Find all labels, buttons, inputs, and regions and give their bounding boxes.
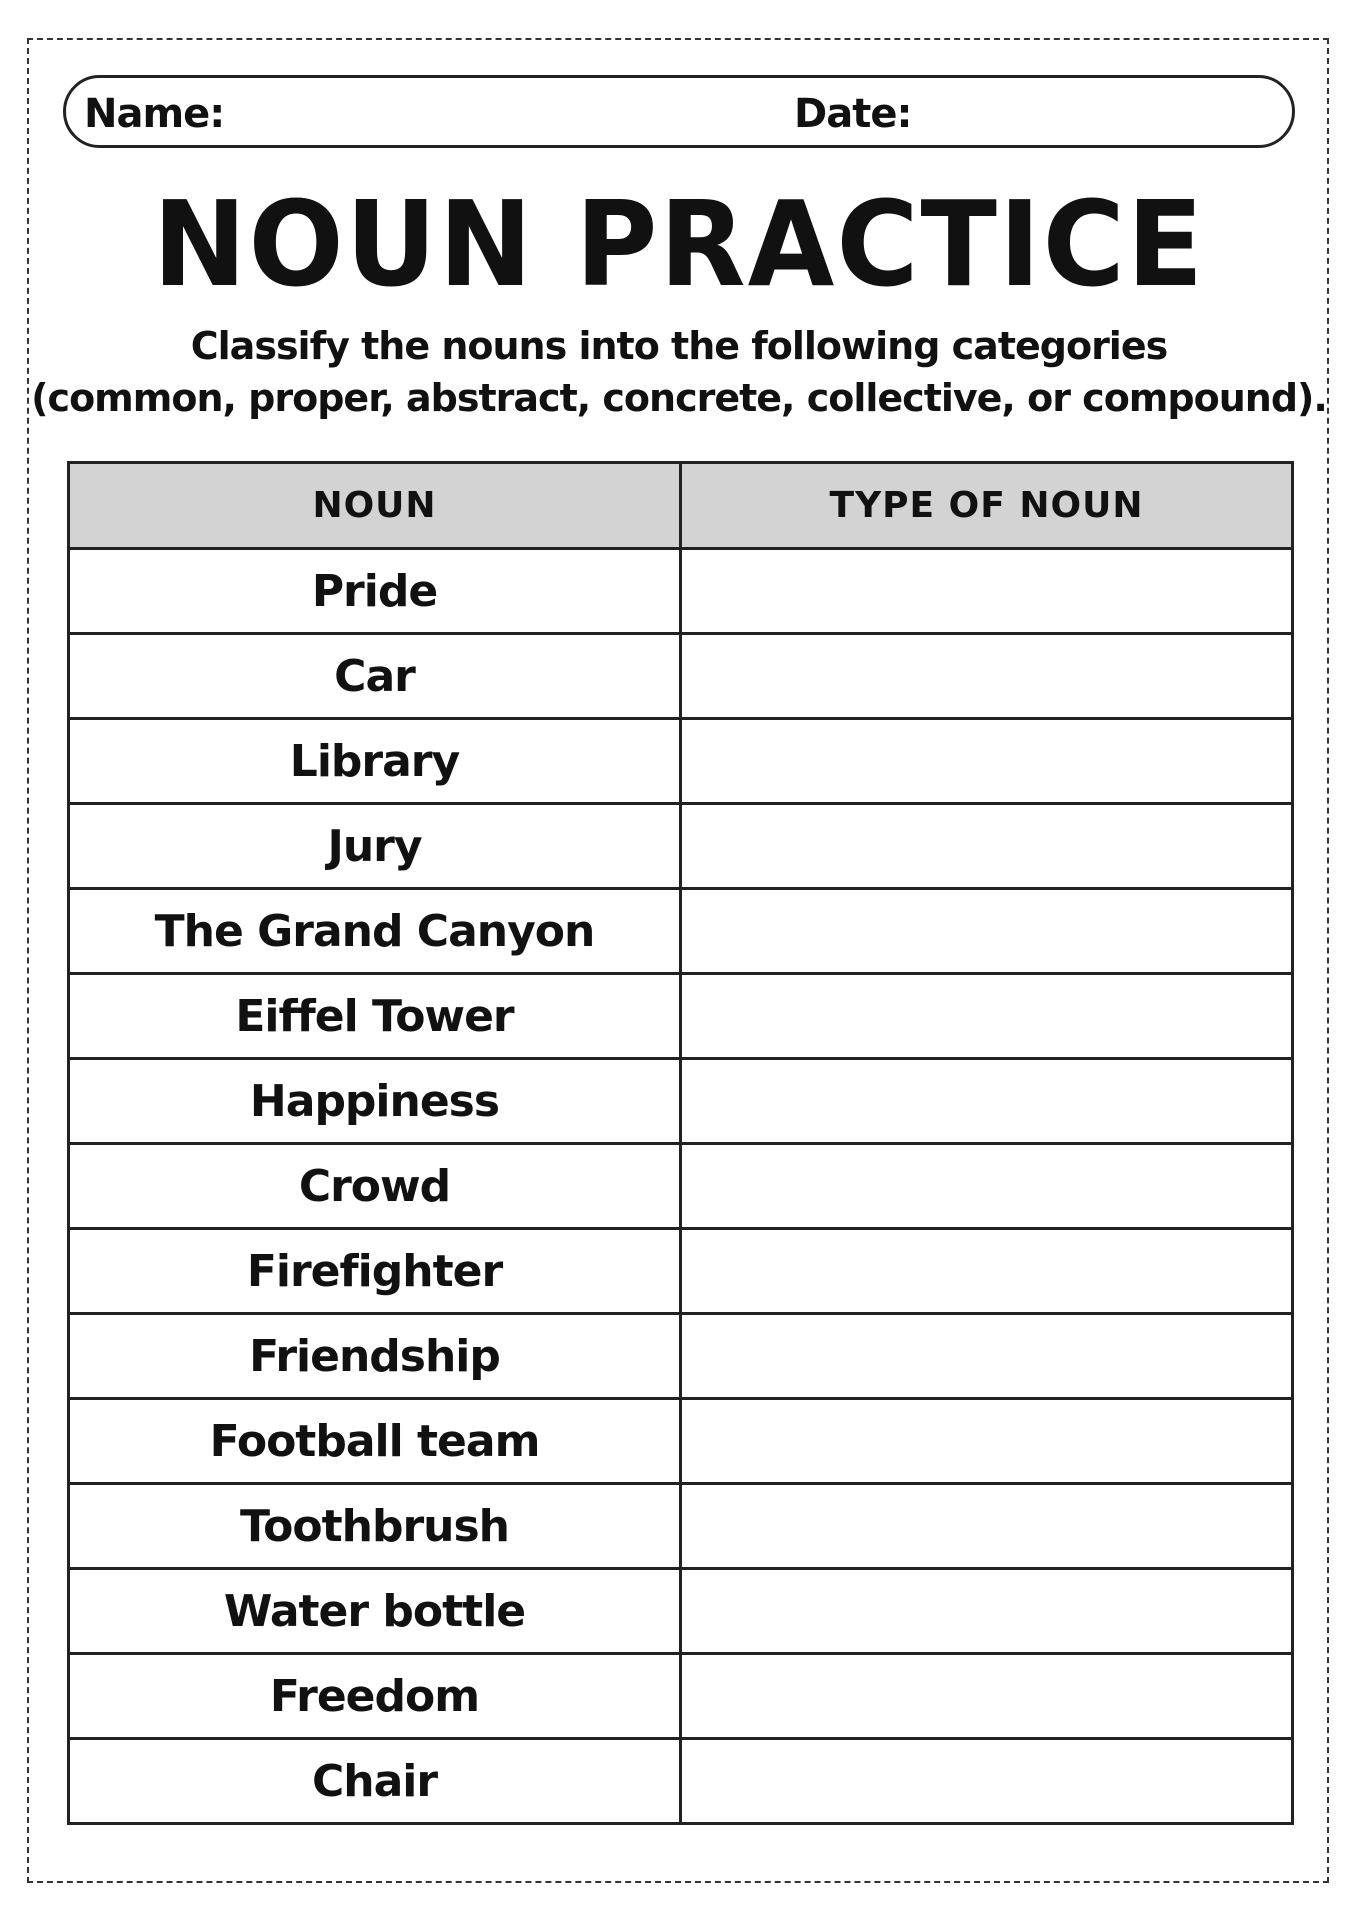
table-row [69,1569,1293,1654]
table-row [69,1399,1293,1484]
noun-cell: Toothbrush [69,1484,681,1569]
type-answer-cell[interactable] [681,889,1293,974]
noun-cell: Freedom [69,1654,681,1739]
table-row [69,634,1293,719]
instructions [0,320,1358,424]
instructions-line-1: Classify the nouns into the following categories [190,324,1168,368]
table-row [69,719,1293,804]
type-answer-cell[interactable] [681,1144,1293,1229]
table-row [69,1144,1293,1229]
table-row [69,1739,1293,1824]
type-answer-cell[interactable] [681,1569,1293,1654]
table-row [69,804,1293,889]
date-label: Date: [794,91,912,137]
type-answer-cell[interactable] [681,1739,1293,1824]
type-answer-cell[interactable] [681,974,1293,1059]
noun-cell: Chair [69,1739,681,1824]
noun-table [67,461,1294,1825]
type-answer-cell[interactable] [681,1484,1293,1569]
table-row [69,549,1293,634]
table-row [69,1314,1293,1399]
type-answer-cell[interactable] [681,1229,1293,1314]
noun-cell: Water bottle [69,1569,681,1654]
type-answer-cell[interactable] [681,1059,1293,1144]
type-answer-cell[interactable] [681,719,1293,804]
noun-cell: Happiness [69,1059,681,1144]
noun-cell: Pride [69,549,681,634]
noun-cell: Jury [69,804,681,889]
noun-cell: Firefighter [69,1229,681,1314]
noun-cell: The Grand Canyon [69,889,681,974]
type-answer-cell[interactable] [681,1314,1293,1399]
table-row [69,1484,1293,1569]
noun-cell: Car [69,634,681,719]
type-answer-cell[interactable] [681,804,1293,889]
page-title: NOUN PRACTICE [152,176,1206,314]
table-row [69,974,1293,1059]
table-header-row [69,463,1293,549]
table-row [69,889,1293,974]
instructions-line-2: (common, proper, abstract, concrete, collective, or compound). [31,376,1327,420]
type-answer-cell[interactable] [681,634,1293,719]
table-row [69,1059,1293,1144]
header-noun: NOUN [69,463,681,549]
name-label: Name: [84,91,225,137]
noun-cell: Football team [69,1399,681,1484]
header-type-of-noun: TYPE OF NOUN [681,463,1293,549]
type-answer-cell[interactable] [681,1399,1293,1484]
noun-cell: Eiffel Tower [69,974,681,1059]
table-row [69,1229,1293,1314]
noun-cell: Crowd [69,1144,681,1229]
noun-cell: Friendship [69,1314,681,1399]
table-row [69,1654,1293,1739]
type-answer-cell[interactable] [681,1654,1293,1739]
name-date-bar [63,75,1295,148]
type-answer-cell[interactable] [681,549,1293,634]
noun-cell: Library [69,719,681,804]
